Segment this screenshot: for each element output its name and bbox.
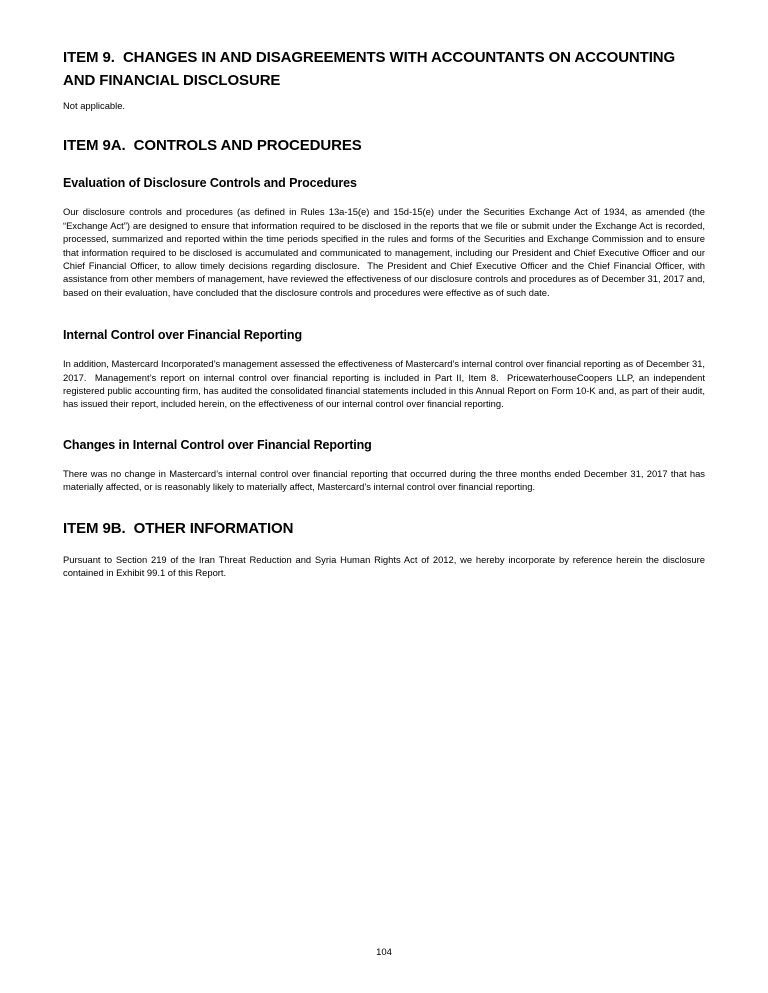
page-number: 104 xyxy=(376,947,392,958)
internal-control-heading: Internal Control over Financial Reporting xyxy=(63,328,302,343)
evaluation-disclosure-heading: Evaluation of Disclosure Controls and Procedures xyxy=(63,176,357,191)
changes-internal-control-paragraph: There was no change in Mastercard’s internal control over financial reporting that occurred during the three months ended December 31, 2017 that has materially affected, or is reasonably likely to materially affect, Mastercard’s internal control over financial reporting. xyxy=(63,467,708,493)
item9b-heading: ITEM 9B. OTHER INFORMATION xyxy=(63,519,294,537)
evaluation-disclosure-paragraph: Our disclosure controls and procedures (as defined in Rules 13a-15(e) and 15d-15(e) under the Securities Exchange Act of 1934, as amended (the “Exchange Act”) are designed to ensure that information required to be disclosed in the reports that we file or submit under the Exchange Act is recorded, processed, summarized and reported within the time periods specified in the rules and forms of the Securities and Exchange Commission and to ensure that information required to be disclosed is accumulated and communicated to management, including our President and Chief Executive Officer and our Chief Financial Officer, to allow timely decisions regarding disclosure. The President and Chief Executive Officer and the Chief Financial Officer, with assistance from other members of management, have reviewed the effectiveness of our disclosure controls and procedures as of December 31, 2017 and, based on their evaluation, have concluded that the disclosure controls and procedures were effective as of such date. xyxy=(63,206,708,298)
item9-heading: ITEM 9. CHANGES IN AND DISAGREEMENTS WITH ACCOUNTANTS ON ACCOUNTING AND FINANCIAL DISCLOSURE xyxy=(63,49,679,89)
changes-internal-control-heading: Changes in Internal Control over Financial Reporting xyxy=(63,437,372,452)
internal-control-paragraph: In addition, Mastercard Incorporated’s management assessed the effectiveness of Mastercard’s internal control over financial reporting as of December 31, 2017. Management’s report on internal control over financial reporting is included in Part II, Item 8. PricewaterhouseCoopers LLP, an independent registered public accounting firm, has audited the consolidated financial statements included in this Annual Report on Form 10-K and, as part of their audit, has issued their report, included herein, on the effectiveness of our internal control over financial reporting. xyxy=(63,358,708,410)
item9-paragraph: Not applicable. xyxy=(63,100,126,111)
item9a-heading: ITEM 9A. CONTROLS AND PROCEDURES xyxy=(63,137,362,155)
item9b-paragraph: Pursuant to Section 219 of the Iran Threat Reduction and Syria Human Rights Act of 2012, we hereby incorporate by reference herein the disclosure contained in Exhibit 99.1 of this Report. xyxy=(63,553,708,579)
